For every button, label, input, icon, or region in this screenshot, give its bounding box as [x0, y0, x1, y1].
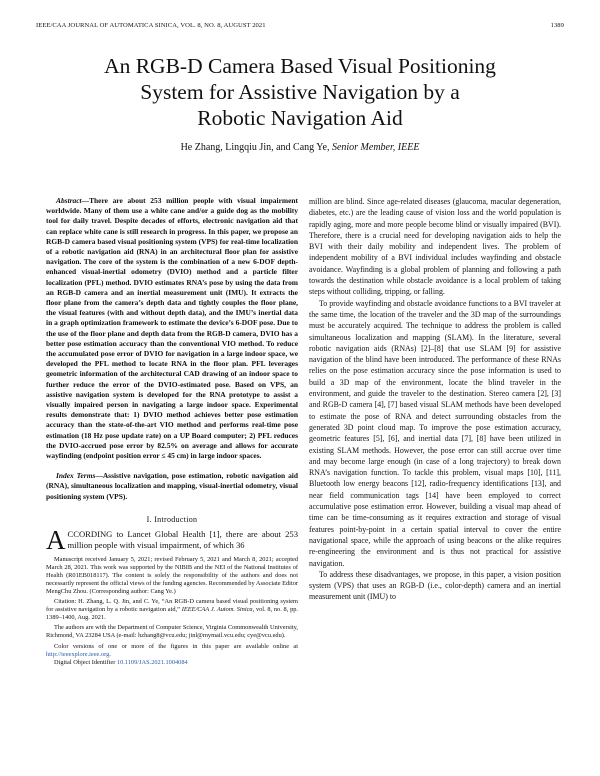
index-terms-text: —Assistive navigation, pose estimation, robotic navigation aid (RNA), simultaneous localization and mapping, visual-inertial odometry, visual positioning system (VPS).: [46, 471, 298, 501]
title-line-3: Robotic Navigation Aid: [197, 106, 403, 130]
abstract-label: Abstract: [56, 196, 82, 205]
journal-header: IEEE/CAA JOURNAL OF AUTOMATICA SINICA, VOL. 8, NO. 8, AUGUST 2021: [36, 22, 266, 29]
running-header: [36, 22, 564, 32]
body-paragraph-1: million are blind. Since age-related diseases (glaucoma, macular degeneration, diabetes, etc.) are the leading cause of vision loss and the world population is rapidly aging, more and more people become blind or visually impaired (BVI). Therefore, there is a crucial need for developing navigation aids to help the BVI with their daily mobility and independent lives. The problem of independent mobility of a BVI individual includes wayfinding and obstacle avoidance. Wayfinding is a global problem of planning and following a path towards the destination while obstacle avoidance is a local problem of taking steps without colliding, tripping, or falling.: [309, 197, 561, 297]
right-column: [309, 196, 561, 603]
footnote-affiliation: The authors are with the Department of Computer Science, Virginia Commonwealth University, Richmond, VA 23284 USA (e-mail: hzhang8@vcu.edu; jinl@mymail.vcu.edu; cye@vcu.edu).: [46, 624, 298, 640]
left-column: [46, 196, 298, 667]
footnotes: [46, 556, 298, 668]
dropcap: A: [46, 525, 66, 556]
author-role: Senior Member, IEEE: [331, 142, 420, 153]
index-terms: [46, 471, 298, 502]
section-heading-introduction: I. Introduction: [146, 514, 198, 524]
footnote-citation: Citation: H. Zhang, L. Q. Jin, and C. Ye, “An RGB-D camera based visual positioning system for assistive navigation by a robotic navigation aid,” IEEE/CAA J. Autom. Sinica, vol. 8, no. 8, pp. 1389–1400, Aug. 2021.: [46, 598, 298, 622]
footnote-manuscript: Manuscript received January 5, 2021; revised February 5, 2021 and March 8, 2021; accepted March 28, 2021. This work was supported by the NIBIB and the NEI of the National Institutes of Health (R01EB018117). The content is solely the responsibility of the authors and does not necessarily represent the official views of the funding agencies. Recommended by Associate Editor MengChu Zhou. (Corresponding author: Cang Ye.): [46, 555, 298, 595]
abstract: [46, 196, 298, 461]
intro-text: to Lancet Global Health [1], there are about 253 million people with visual impairment, of which 36: [67, 529, 298, 551]
title-line-1: An RGB-D Camera Based Visual Positioning: [104, 54, 496, 78]
intro-caps: CCORDING: [67, 529, 113, 540]
abstract-text: —There are about 253 million people with visual impairment worldwide. Many of them use a white cane and/or a guide dog as the mobility tool for daily travel. Despite decades of efforts, electronic navigation aid that can replace white cane is still research in progress. In this paper, we propose an RGB-D camera based visual positioning system (VPS) for real-time localization of a robotic navigation aid (RNA) in an architectural floor plan for assistive navigation. The core of the system is the combination of a new 6-DOF depth-enhanced visual-inertial odometry (DVIO) method and a particle filter localization (PFL) method. DVIO estimates RNA’s pose by using the data from an RGB-D camera and an inertial measurement unit (IMU). It extracts the floor plane from the camera’s depth data and tightly couples the floor plane, the visual features (with and without depth data), and the IMU’s inertial data in a graph optimization framework to estimate the device’s 6-DOF pose. Due to the use of the floor plane and depth data from the RGB-D camera, DVIO has a better pose estimation accuracy than the conventional VIO method. To reduce the accumulated pose error of DVIO for navigation in a large indoor space, we developed the PFL method to locate RNA in the floor plan. PFL leverages geometric information of the architectural CAD drawing of an indoor space to further reduce the error of the DVIO-estimated pose. Based on VPS, an assistive navigation system is developed for the RNA prototype to assist a visually impaired person in navigating a large indoor space. Experimental results demonstrate that: 1) DVIO method achieves better pose estimation accuracy than the state-of-the-art VIO method and performs real-time pose estimation (18 Hz pose update rate) on a UP Board computer; 2) PFL reduces the DVIO-accrued pose error by 82.5% on average and allows for accurate wayfinding (endpoint position error ≤ 45 cm) in large indoor spaces.: [46, 196, 298, 461]
title-line-2: System for Assistive Navigation by a: [140, 80, 460, 104]
body-paragraph-3: To address these disadvantages, we propose, in this paper, a vision position system (VPS) that uses an RGB-D (i.e., color-depth) camera and an inertial measurement unit (IMU) to: [309, 569, 561, 602]
citation-journal: IEEE/CAA J. Autom. Sinica: [181, 606, 253, 614]
page-number: 1389: [550, 22, 564, 29]
body-paragraph-2: To provide wayfinding and obstacle avoidance functions to a BVI traveler at the same time, the location of the traveler and the 3D map of the surroundings must be accurately acquired. The technique to address the problem is called simultaneous localization and mapping (SLAM). In the literature, several robotic navigation aids (RNAs) [2]–[8] that use SLAM [9] for assistive navigation of the blind have been introduced. The performance of these RNAs relies on the pose estimation accuracy since the pose information is used to build a 3D map of the environment, locate the blind traveler in the environment, and guide the traveler to the destination. Stereo camera [2], [3] and RGB-D camera [4], [7] based visual SLAM methods have been developed to estimate the pose of RNA and detect surrounding obstacles from the generated 3D point cloud map. To improve the pose estimation accuracy, geometric features [5], [6], and inertial data [7], [8] have been utilized in existing SLAM methods. However, the pose error can still accrue over time and may become large enough (in case of a long trajectory) to break down RNA’s navigation function. To tackle this problem, visual maps [10], [11], Bluetooth low energy beacons [12], radio-frequency identifications [13], and near field communication tags [14] have been employed to correct accumulative pose estimation error. However, building a visual map ahead of time can be time-consuming as it requires extraction and storage of visual features point-by-point in a certain spatial interval to cover the entire navigational space, while the approach of using beacons or the alike requires re-engineering the environment and is thus not practical for assistive navigation.: [309, 298, 561, 568]
author-names: He Zhang, Lingqiu Jin, and Cang Ye,: [180, 142, 332, 153]
author-line: [40, 142, 560, 153]
introduction-first-paragraph: [46, 525, 298, 556]
paper-title: [40, 53, 560, 131]
footnote-color-versions: Color versions of one or more of the figures in this paper are available online at http://ieeexplore.ieee.org.: [46, 642, 298, 658]
doi-link[interactable]: 10.1109/JAS.2021.1004084: [116, 658, 188, 666]
ieeexplore-link[interactable]: http://ieeexplore.ieee.org: [46, 650, 110, 658]
footnote-doi: Digital Object Identifier 10.1109/JAS.2021.1004084: [54, 658, 188, 666]
index-terms-label: Index Terms: [56, 471, 96, 481]
